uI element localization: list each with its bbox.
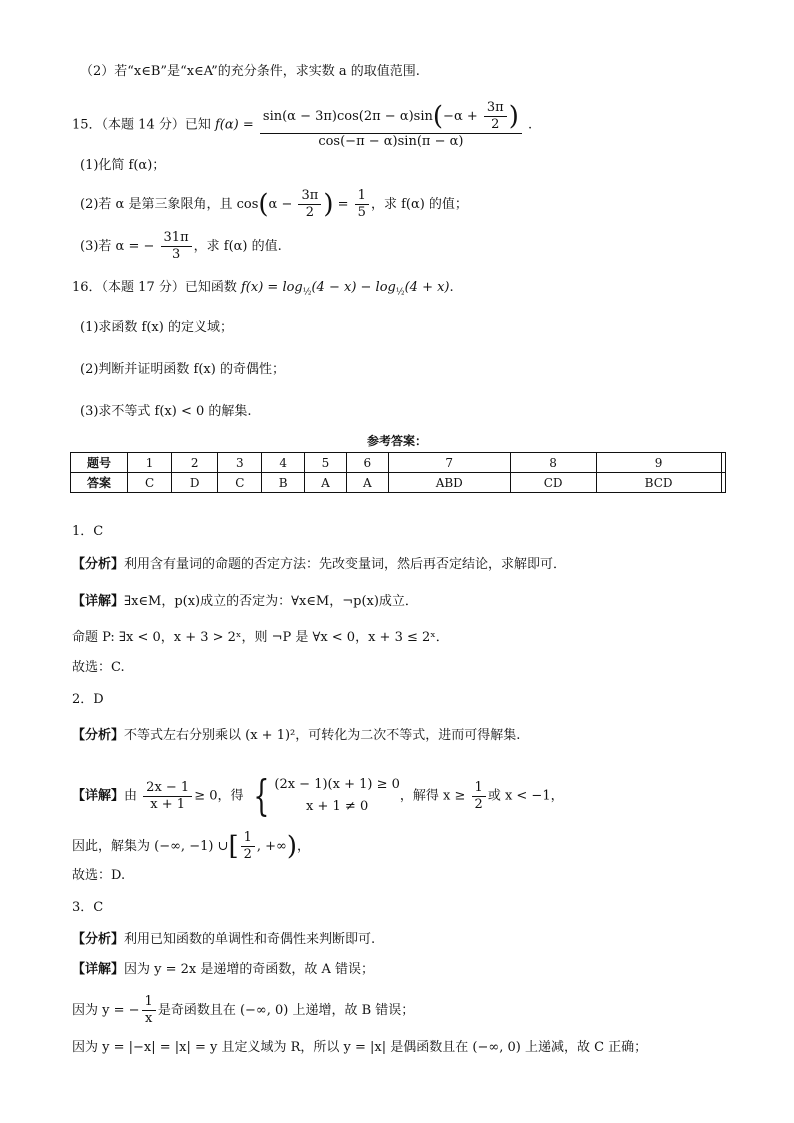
- sol2-conclusion-c: ，: [297, 839, 311, 854]
- answer-table-cell: D: [172, 473, 218, 493]
- answer-table-header-number: 题号: [71, 453, 128, 473]
- q15-p3-frac-num: 31π: [161, 230, 192, 247]
- sol2-choose: 故选：D.: [72, 868, 126, 883]
- sol3-line1: 因为 y = 2x 是递增的奇函数，故 A 错误；: [124, 962, 375, 977]
- answer-table-cell: 5: [304, 453, 346, 473]
- answer-table-row-numbers: [71, 453, 726, 473]
- answer-table-cell: 4: [262, 453, 305, 473]
- sol2-frac-num: 2x − 1: [143, 780, 192, 797]
- answer-table-cell: ABD: [388, 473, 510, 493]
- q14-part2: （2）若“x∈B”是“x∈A”的充分条件，求实数 a 的取值范围.: [80, 64, 420, 79]
- answer-table-cell: 9: [596, 453, 721, 473]
- q15-fraction: sin(α − 3π)cos(2π − α)sin(−α + $\frac{3\pi}{2}$ ) cos(−π − α)sin(π − α): [260, 100, 522, 150]
- answer-table-cell: [721, 453, 725, 473]
- q15-p3-text: (3)若 α = −: [80, 239, 155, 254]
- sol3-analysis-text: 利用已知函数的单调性和奇偶性来判断即可.: [124, 932, 376, 947]
- sol2-analysis: [72, 726, 520, 746]
- sol1-choose: 故选：C.: [72, 660, 125, 675]
- q15-p2-frac-den: 2: [305, 205, 315, 220]
- answer-table-cell: CD: [510, 473, 596, 493]
- answer-table-cell: 7: [388, 453, 510, 473]
- answer-table-cell: 1: [128, 453, 172, 473]
- sol2-detail-tag: 【详解】: [72, 788, 125, 804]
- sol2-half-den: 2: [474, 796, 483, 812]
- sol3-line3: 因为 y = |−x| = |x| = y 且定义域为 R，所以 y = |x| 是偶函数且在 (−∞, 0) 上递减，故 C 正确；: [72, 1040, 648, 1055]
- sol2-analysis-tag: 【分析】: [72, 728, 125, 743]
- sol3-detail: [72, 960, 374, 980]
- answer-table-cell: 2: [172, 453, 218, 473]
- sol2-detail-a: 由: [124, 788, 138, 804]
- answer-table-cell: [721, 473, 725, 493]
- sol3-analysis-tag: 【分析】: [72, 932, 125, 947]
- sol2-system-line2: x + 1 ≠ 0: [306, 799, 369, 814]
- sol3-detail-tag: 【详解】: [72, 962, 125, 977]
- q15-numerator: sin(α − 3π)cos(2π − α)sin: [262, 109, 433, 124]
- answer-table-row-answers: [71, 473, 726, 493]
- sol2-detail-c: ，解得 x ≥: [399, 788, 466, 804]
- q15-p2-eq: =: [337, 197, 349, 212]
- sol1-analysis-text: 利用含有量词的命题的否定方法：先改变量词，然后再否定结论，求解即可．: [124, 557, 567, 572]
- q15-denominator: cos(−π − α)sin(π − α): [318, 134, 464, 149]
- sol2-heading: 2．D: [72, 692, 104, 707]
- q16-dot: .: [449, 280, 454, 295]
- answer-table: [70, 452, 726, 493]
- sol3-line2-den: x: [145, 1011, 153, 1026]
- q16-func: f(x) = log: [241, 280, 303, 295]
- q15-p2-inner: α −: [268, 197, 293, 212]
- q15-num-inner: −α +: [443, 109, 478, 124]
- q15-p2-val-num: 1: [355, 188, 369, 205]
- sol3-line2-a: 因为 y = −: [72, 1003, 140, 1018]
- q16-part2: (2)判断并证明函数 f(x) 的奇偶性；: [80, 362, 285, 377]
- answer-table-cell: C: [218, 473, 262, 493]
- sol2-conclusion-b: , +∞: [256, 839, 287, 854]
- sol3-analysis: [72, 930, 375, 950]
- q15-part2: (2)若 α 是第三象限角，且 cos(α − $\frac{3\pi}{2}$ ) = $\frac{1}{5}$ ，求 f(α) 的值；: [80, 188, 468, 220]
- sol2-frac-den: x + 1: [150, 796, 186, 812]
- sol2-detail-b: ≥ 0，得: [194, 788, 244, 804]
- sol2-conclusion-half-den: 2: [243, 847, 252, 862]
- q15-statement: [72, 100, 532, 150]
- q16-part3: (3)求不等式 f(x) < 0 的解集.: [80, 404, 252, 419]
- sol2-detail-d: 或 x < −1，: [487, 788, 564, 804]
- answer-table-cell: C: [128, 473, 172, 493]
- answer-table-header-answer: 答案: [71, 473, 128, 493]
- sol1-analysis-tag: 【分析】: [72, 557, 125, 572]
- q15-head: 15．（本题 14 分）已知: [72, 117, 211, 133]
- q15-p2-tail: ，求 f(α) 的值；: [370, 197, 468, 212]
- sol3-line2: [72, 994, 414, 1027]
- sol2-conclusion: 因此，解集为 (−∞, −1) ∪[ $\frac{1}{2}$ , +∞)，: [72, 830, 311, 862]
- q16-statement: [72, 278, 454, 303]
- sol2-detail: 【详解】由 $\frac{2x - 1}{x + 1}$ ≥ 0，得 { (2x − 1)(x + 1) ≥ 0 x + 1 ≠ 0 ，解得 x ≥ $\frac{1}{2}$ 或 x < −1，: [72, 771, 564, 820]
- sol1-detail-tag: 【详解】: [72, 594, 125, 609]
- q16-base-1: ½: [302, 287, 312, 298]
- answer-table-cell: B: [262, 473, 305, 493]
- q16-base-2: ½: [395, 287, 405, 298]
- sol1-detail-text: ∃x∈M，p(x)成立的否定为：∀x∈M，¬p(x)成立．: [124, 594, 418, 609]
- q15-num-frac-num: 3π: [484, 100, 507, 117]
- q15-p2-val-den: 5: [357, 205, 366, 220]
- sol2-half-num: 1: [472, 780, 486, 797]
- q16-head: 16．（本题 17 分）已知函数: [72, 280, 237, 295]
- q16-func-end: (4 + x): [404, 280, 450, 295]
- answer-table-cell: 6: [346, 453, 388, 473]
- q15-p3-frac-den: 3: [171, 247, 181, 262]
- q16-part1: (1)求函数 f(x) 的定义域；: [80, 320, 233, 335]
- sol1-heading: 1．C: [72, 524, 104, 539]
- answer-table-cell: 8: [510, 453, 596, 473]
- q15-p2-frac-num: 3π: [298, 188, 321, 205]
- q15-end: .: [528, 117, 533, 133]
- sol3-heading: 3．C: [72, 900, 104, 915]
- sol1-analysis: [72, 555, 566, 575]
- answer-table-cell: BCD: [596, 473, 721, 493]
- q15-p2-text: (2)若 α 是第三象限角，且 cos: [80, 197, 259, 212]
- sol2-system-line1: (2x − 1)(x + 1) ≥ 0: [274, 777, 400, 792]
- sol1-detail: [72, 592, 418, 612]
- sol2-conclusion-a: 因此，解集为 (−∞, −1) ∪: [72, 839, 229, 854]
- answer-table-cell: A: [304, 473, 346, 493]
- q15-num-frac-den: 2: [491, 117, 500, 132]
- q15-part3: [80, 230, 282, 263]
- sol3-line2-num: 1: [142, 994, 156, 1011]
- sol1-line3: 命题 P: ∃x < 0，x + 3 > 2ˣ，则 ¬P 是 ∀x < 0，x + 3 ≤ 2ˣ．: [72, 630, 449, 645]
- sol2-conclusion-half-num: 1: [241, 830, 255, 847]
- q15-part1: (1)化简 f(α)；: [80, 158, 166, 173]
- answer-table-cell: A: [346, 473, 388, 493]
- q15-lhs: f(α) =: [215, 117, 254, 133]
- sol3-line2-b: 是奇函数且在 (−∞, 0) 上递增，故 B 错误；: [157, 1003, 415, 1018]
- q16-func-mid: (4 − x) − log: [311, 280, 396, 295]
- answers-title: 参考答案：: [366, 434, 427, 448]
- q15-p3-tail: ，求 f(α) 的值.: [193, 239, 282, 254]
- sol2-analysis-text: 不等式左右分别乘以 (x + 1)²，可转化为二次不等式，进而可得解集.: [124, 728, 521, 743]
- answer-table-cell: 3: [218, 453, 262, 473]
